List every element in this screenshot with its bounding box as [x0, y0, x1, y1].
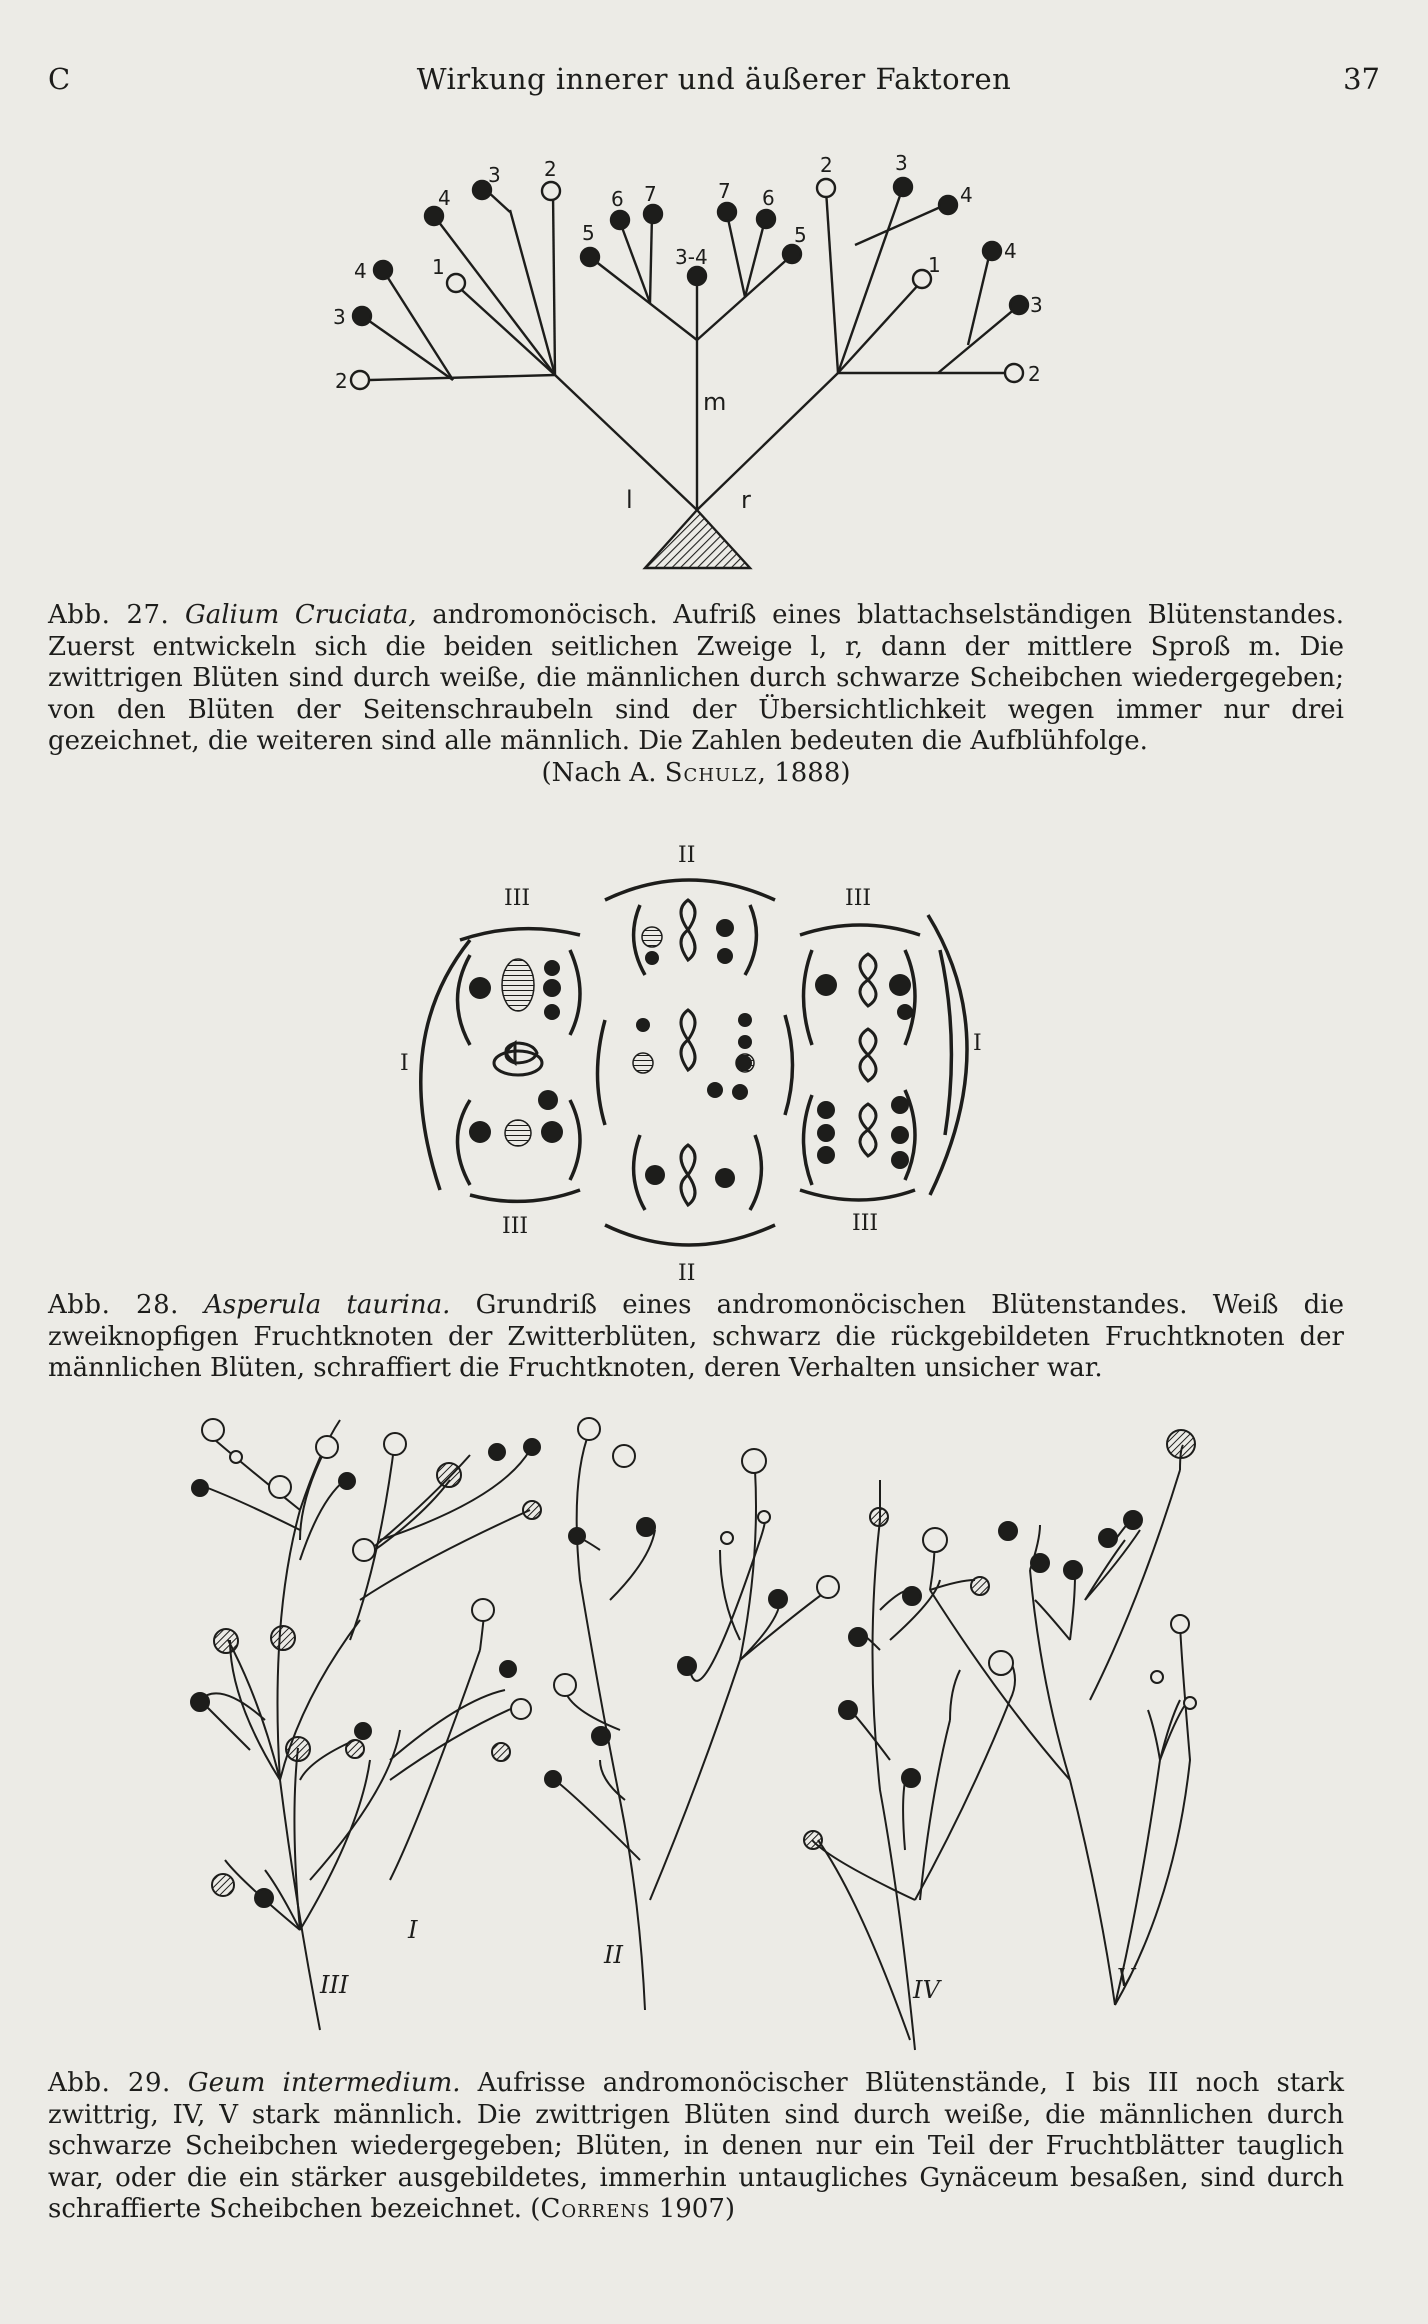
fig29-male-flower — [355, 1723, 371, 1739]
fig29-hermaphrodite-flower — [721, 1532, 733, 1544]
fig27-male-flower — [374, 261, 392, 279]
fig27-number: 4 — [1004, 239, 1017, 263]
fig27-male-flower — [353, 307, 371, 325]
fig29-partial-flower — [214, 1629, 238, 1653]
fig27-number: 2 — [1028, 362, 1041, 386]
fig29-hermaphrodite-flower — [316, 1436, 338, 1458]
fig27-hermaphrodite-flower — [542, 182, 560, 200]
fig28-caption-species: Asperula taurina. — [204, 1290, 451, 1320]
figure-27-caption — [48, 600, 1344, 789]
fig28-label-II-bottom: II — [678, 1261, 696, 1285]
fig27-number: 6 — [611, 187, 624, 211]
fig29-male-flower — [902, 1769, 920, 1787]
fig29-hermaphrodite-flower — [578, 1418, 600, 1440]
fig29-male-flower — [192, 1480, 208, 1496]
figure-28-caption — [48, 1290, 1344, 1385]
fig29-partial-flower — [804, 1831, 822, 1849]
fig29-male-flower — [569, 1528, 585, 1544]
fig29-hermaphrodite-flower — [989, 1651, 1013, 1675]
fig29-male-flower — [255, 1889, 273, 1907]
fig27-label-m: m — [703, 388, 727, 416]
fig29-partial-flower — [437, 1463, 461, 1487]
fig29-male-flower — [849, 1628, 867, 1646]
fig29-hermaphrodite-flower — [202, 1419, 224, 1441]
fig29-partial-flower — [492, 1743, 510, 1761]
fig29-flowers — [191, 1418, 1196, 1907]
fig29-hermaphrodite-flower — [1151, 1671, 1163, 1683]
fig27-hermaphrodite-flower — [817, 179, 835, 197]
page-number: 37 — [1343, 62, 1380, 96]
fig29-male-flower — [1031, 1554, 1049, 1572]
fig27-male-flower — [611, 211, 629, 229]
fig29-hermaphrodite-flower — [923, 1528, 947, 1552]
fig29-caption-text: Aufrisse andromonöcischer Blütenstände, I bis III noch stark zwittrig, IV, V stark männlich. Die zwittrigen Blüten sind durch weiße, die männlichen durch schwarze Scheibchen wiedergegeben; Blüten, in denen nur ein Teil der Fruchtblätter tauglich war, oder die ein stärker ausgebildetes, immerhin untaugliches Gynäceum besaßen, sind durch schraffierte Scheibchen bezeichnet. — [48, 2068, 1344, 2224]
fig29-label-V: V — [1117, 1964, 1135, 1992]
fig27-credit: (Nach A. Schulz, 1888) — [541, 757, 851, 788]
fig27-number: 2 — [544, 157, 557, 181]
fig29-hermaphrodite-flower — [742, 1449, 766, 1473]
fig27-number: 7 — [644, 182, 657, 206]
fig29-partial-flower — [212, 1874, 234, 1896]
fig27-male-flower — [688, 267, 706, 285]
fig29-label-III: III — [320, 1971, 349, 1999]
fig29-hermaphrodite-flower — [269, 1476, 291, 1498]
fig27-hermaphrodite-flower — [351, 371, 369, 389]
running-title: Wirkung innerer und äußerer Faktoren — [416, 62, 1012, 96]
figure-29-caption — [48, 2068, 1344, 2226]
fig27-number: 6 — [762, 186, 775, 210]
fig29-hermaphrodite-flower — [472, 1599, 494, 1621]
fig28-caption-label: Abb. 28. — [48, 1290, 179, 1320]
fig29-male-flower — [637, 1518, 655, 1536]
fig29-male-flower — [545, 1771, 561, 1787]
fig27-hermaphrodite-flower — [1005, 364, 1023, 382]
fig27-number: 3 — [895, 151, 908, 175]
fig29-partial-flower — [523, 1501, 541, 1519]
fig27-male-flower — [581, 248, 599, 266]
fig29-male-flower — [524, 1439, 540, 1455]
figure-28-diagram — [0, 835, 1428, 1285]
fig29-stems — [200, 1420, 1190, 2050]
fig27-number: 2 — [335, 369, 348, 393]
fig27-number: 3 — [488, 163, 501, 187]
fig29-hermaphrodite-flower — [613, 1445, 635, 1467]
fig27-base — [645, 510, 750, 568]
fig27-caption-text: andromonöcisch. Aufriß eines blattachselständigen Blütenstandes. Zuerst entwickeln sich die beiden seitlichen Zweige l, r, dann der mittlere Sproß m. Die zwittrigen Blüten sind durch weiße, die männlichen durch schwarze Scheibchen wiedergegeben; von den Blüten der Seitenschraubeln sind der Übersichtlichkeit wegen immer nur drei gezeichnet, die weiteren sind alle männlich. Die Zahlen bedeuten die Aufblühfolge. — [48, 600, 1345, 756]
fig27-male-flower — [939, 196, 957, 214]
fig27-number: 1 — [928, 253, 941, 277]
fig27-hermaphrodite-flower — [447, 274, 465, 292]
fig29-plant-labels — [319, 1916, 1137, 2004]
fig27-number: 4 — [438, 186, 451, 210]
fig29-male-flower — [1124, 1511, 1142, 1529]
fig29-hermaphrodite-flower — [511, 1699, 531, 1719]
fig29-credit: (Correns 1907) — [530, 2194, 736, 2224]
fig29-male-flower — [191, 1693, 209, 1711]
fig29-partial-flower — [971, 1577, 989, 1595]
fig27-flowers — [351, 178, 1028, 389]
fig27-label-r: r — [741, 486, 751, 514]
running-header — [48, 62, 1380, 102]
fig29-male-flower — [592, 1727, 610, 1745]
fig27-label-l: l — [626, 486, 633, 514]
fig29-male-flower — [1099, 1529, 1117, 1547]
fig29-male-flower — [839, 1701, 857, 1719]
fig27-male-flower — [983, 242, 1001, 260]
fig29-hermaphrodite-flower — [1184, 1697, 1196, 1709]
section-letter: C — [48, 62, 71, 96]
fig29-partial-flower — [870, 1508, 888, 1526]
fig29-male-flower — [1064, 1561, 1082, 1579]
fig29-hermaphrodite-flower — [230, 1451, 242, 1463]
fig29-male-flower — [769, 1590, 787, 1608]
fig27-caption-label: Abb. 27. — [48, 600, 170, 630]
fig29-caption-species: Geum intermedium. — [187, 2068, 461, 2098]
fig28-labels — [400, 843, 982, 1285]
fig27-caption-species: Galium Cruciata, — [184, 600, 417, 630]
figure-27-diagram — [0, 140, 1428, 580]
fig27-male-flower — [1010, 296, 1028, 314]
fig28-label-I-right: I — [973, 1031, 982, 1056]
fig29-hermaphrodite-flower — [353, 1539, 375, 1561]
fig29-male-flower — [339, 1473, 355, 1489]
fig28-label-I-left: I — [400, 1051, 409, 1076]
fig27-number: 3 — [333, 305, 346, 329]
fig29-caption-label: Abb. 29. — [48, 2068, 171, 2098]
fig29-male-flower — [903, 1587, 921, 1605]
fig27-male-flower — [757, 210, 775, 228]
fig28-caption-text: Grundriß eines andromonöcischen Blütenstandes. Weiß die zweiknopfigen Fruchtknoten der Zwitterblüten, schwarz die rückgebildeten Fruchtknoten der männlichen Blüten, schraffiert die Fruchtknoten, deren Verhalten unsicher war. — [48, 1290, 1344, 1383]
fig29-partial-flower — [271, 1626, 295, 1650]
fig27-number: 7 — [718, 179, 731, 203]
fig27-number: 4 — [354, 259, 367, 283]
fig28-label-III: III — [504, 886, 531, 911]
fig29-label-I: I — [408, 1916, 418, 1944]
fig27-number: 5 — [582, 221, 595, 245]
fig29-partial-flower — [1167, 1430, 1195, 1458]
figure-29-diagram — [0, 1400, 1428, 2060]
fig29-hermaphrodite-flower — [1171, 1615, 1189, 1633]
fig29-hermaphrodite-flower — [384, 1433, 406, 1455]
fig29-hermaphrodite-flower — [817, 1576, 839, 1598]
fig27-number: 3 — [1030, 293, 1043, 317]
fig29-hermaphrodite-flower — [758, 1511, 770, 1523]
fig27-male-flower — [783, 245, 801, 263]
fig29-male-flower — [999, 1522, 1017, 1540]
fig28-ovaries-uncertain — [502, 927, 754, 1146]
fig27-number: 4 — [960, 183, 973, 207]
fig28-label-III: III — [845, 886, 872, 911]
fig29-partial-flower — [346, 1740, 364, 1758]
fig29-label-IV: IV — [913, 1976, 940, 2004]
fig28-label-II-top: II — [678, 843, 696, 868]
fig29-hermaphrodite-flower — [554, 1674, 576, 1696]
fig29-male-flower — [678, 1657, 696, 1675]
fig27-male-flower — [894, 178, 912, 196]
fig29-label-II: II — [604, 1941, 623, 1969]
fig28-label-III: III — [852, 1211, 879, 1236]
fig29-male-flower — [500, 1661, 516, 1677]
fig27-number: 5 — [794, 223, 807, 247]
fig27-male-flower — [718, 203, 736, 221]
fig27-number: 3-4 — [675, 245, 708, 269]
fig27-branch-labels — [626, 388, 751, 514]
fig27-male-flower — [644, 205, 662, 223]
fig28-label-III: III — [502, 1214, 529, 1239]
fig27-number: 2 — [820, 153, 833, 177]
fig29-male-flower — [489, 1444, 505, 1460]
fig29-partial-flower — [286, 1737, 310, 1761]
fig27-number: 1 — [432, 255, 445, 279]
